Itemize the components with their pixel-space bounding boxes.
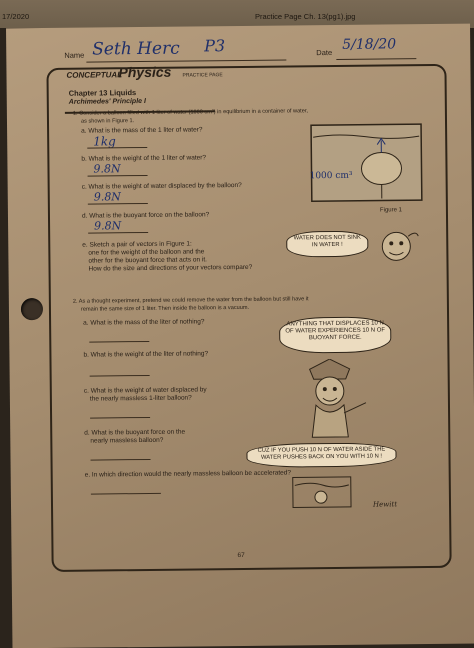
- name-label: Name: [64, 52, 84, 60]
- date-label: Date: [316, 49, 332, 57]
- name-handwritten: Seth Herc: [92, 39, 180, 60]
- q1b-text: b. What is the weight of the 1 liter of water?: [81, 154, 206, 163]
- date-handwritten: 5/18/20: [342, 36, 396, 53]
- punch-hole: [21, 298, 43, 320]
- q1e-text-3: other for the buoyant force that acts on it.: [88, 256, 207, 265]
- q2d-text-2: nearly massless balloon?: [90, 437, 163, 446]
- q1b-answer: 9.8N: [93, 162, 120, 175]
- q1a-text: a. What is the mass of the 1 liter of water?: [81, 126, 202, 135]
- chapter-subtitle: Archimedes' Principle I: [69, 98, 146, 107]
- q1a-answer: 1kg: [93, 134, 116, 148]
- q2c-text-1: c. What is the weight of water displaced by: [84, 386, 207, 395]
- cartoon-character-2: [289, 358, 390, 439]
- q1c-text: c. What is the weight of water displaced by the balloon?: [82, 182, 242, 192]
- q1d-answer: 9.8N: [94, 219, 121, 232]
- chapter-title: Chapter 13 Liquids: [69, 89, 137, 98]
- q1-intro-1: 1. Consider a balloon filled with 1 liter of water (1000 cm³) in equilibrium in a container of water,: [73, 107, 308, 117]
- window-title: Practice Page Ch. 13(pg1).jpg: [255, 12, 355, 21]
- worksheet: [6, 24, 474, 648]
- page-number: 67: [238, 552, 245, 560]
- name-line: [86, 59, 286, 62]
- window-date: 17/2020: [2, 12, 29, 21]
- q2b-text: b. What is the weight of the liter of nothing?: [83, 350, 208, 359]
- q2e-text: e. In which direction would the nearly massless balloon be accelerated?: [85, 469, 291, 479]
- q1-intro-2: as shown in Figure 1.: [81, 117, 134, 126]
- q2-intro-2: remain the same size of 1 liter. Then inside the balloon is a vacuum.: [81, 304, 249, 314]
- q2d-text-1: d. What is the buoyant force on the: [84, 429, 185, 438]
- figure-1-volume: 1000 cm³: [310, 171, 353, 181]
- q2a-text: a. What is the mass of the liter of nothing?: [83, 318, 204, 327]
- q2-speech-bubble-1: ANYTHING THAT DISPLACES 10 N OF WATER EXPERIENCES 10 N OF BUOYANT FORCE.: [279, 316, 391, 353]
- brand-conceptual: CONCEPTUAL: [66, 71, 122, 80]
- q1c-answer: 9.8N: [94, 190, 121, 203]
- cartoon-character-1: [374, 224, 424, 271]
- q1d-text: d. What is the buoyant force on the balloon?: [82, 211, 209, 220]
- q2-intro-1: 2. As a thought experiment, pretend we could remove the water from the balloon but still have it: [73, 295, 309, 305]
- figure-1-label: Figure 1: [380, 206, 402, 214]
- q1e-text-2: one for the weight of the balloon and the: [88, 248, 204, 257]
- cartoon-tank-sketch: [287, 469, 358, 520]
- q2-speech-bubble-2: CUZ IF YOU PUSH 10 N OF WATER ASIDE THE WATER PUSHES BACK ON YOU WITH 10 N !: [246, 442, 396, 468]
- q1-speech-bubble: WATER DOES NOT SINK IN WATER !: [286, 231, 368, 258]
- q2c-text-2: the nearly massless 1-liter balloon?: [90, 395, 192, 404]
- author-signature: Hewitt: [373, 500, 397, 508]
- date-line: [336, 58, 416, 60]
- brand-practice: PRACTICE PAGE: [182, 71, 222, 79]
- period-handwritten: P3: [204, 36, 225, 55]
- q1e-text-4: How do the size and directions of your vectors compare?: [89, 264, 253, 274]
- brand-physics: Physics: [118, 65, 171, 80]
- q1e-text-1: e. Sketch a pair of vectors in Figure 1:: [82, 240, 192, 249]
